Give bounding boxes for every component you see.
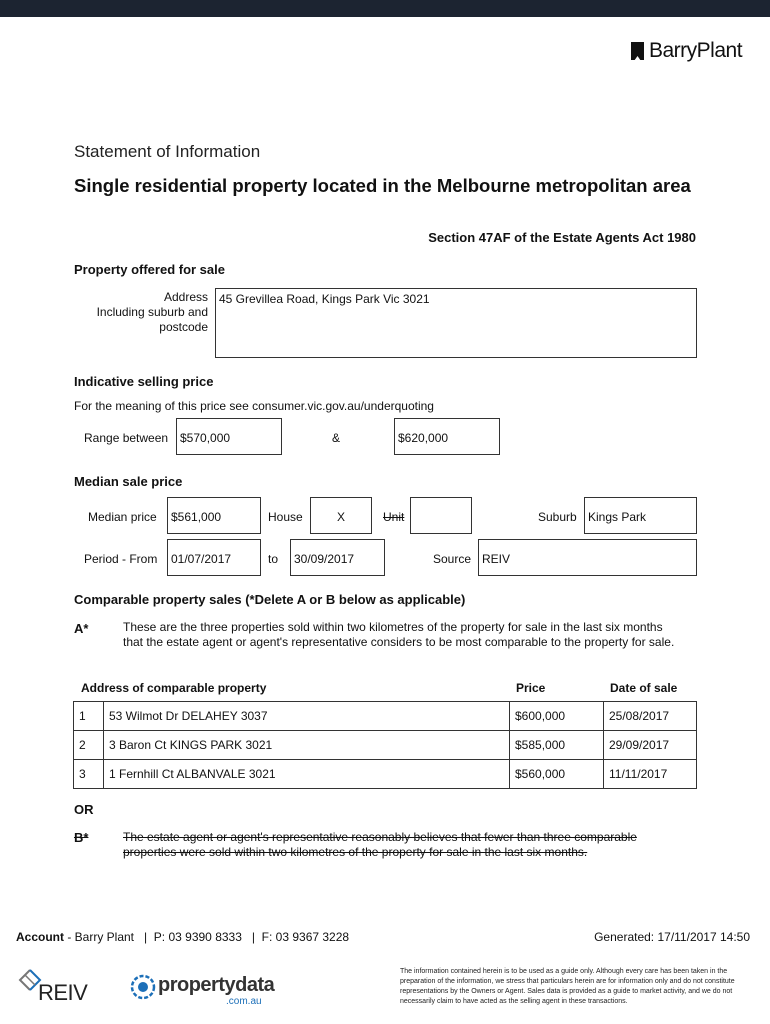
table-row [74, 731, 697, 760]
footer-account [16, 930, 349, 944]
row-date: 25/08/2017 [604, 702, 697, 731]
unit-field[interactable] [410, 497, 472, 534]
col-price-header: Price [516, 681, 546, 695]
median-price-label: Median price [88, 510, 157, 524]
period-to-field[interactable]: 30/09/2017 [290, 539, 385, 576]
top-bar [0, 0, 770, 17]
account-label: Account [16, 930, 64, 944]
price-low-field[interactable]: $570,000 [176, 418, 282, 455]
address-label-line: postcode [159, 320, 208, 334]
option-b-label: B* [74, 830, 89, 845]
brand-name: BarryPlant [649, 39, 743, 62]
barry-plant-logo-icon [631, 42, 644, 60]
period-to-label: to [268, 552, 279, 566]
median-price-field[interactable]: $561,000 [167, 497, 261, 534]
house-field[interactable]: X [310, 497, 372, 534]
source-field[interactable]: REIV [478, 539, 697, 576]
reiv-logo [16, 966, 96, 1006]
median-heading: Median sale price [74, 474, 183, 489]
propertydata-logo-domain: .com.au [226, 996, 262, 1007]
option-b-text: The estate agent or agent's representative reasonably believes that fewer than three comparable properties were sold within two kilometres of the property for sale in the last six months. [123, 830, 637, 859]
address-field[interactable]: 45 Grevillea Road, Kings Park Vic 3021 [215, 288, 697, 358]
unit-label: Unit [383, 510, 405, 524]
row-address: 53 Wilmot Dr DELAHEY 3037 [104, 702, 510, 731]
row-date: 29/09/2017 [604, 731, 697, 760]
row-address: 3 Baron Ct KINGS PARK 3021 [104, 731, 510, 760]
document-subtitle: Statement of Information [74, 142, 261, 161]
range-ampersand: & [332, 431, 341, 445]
suburb-label: Suburb [538, 510, 577, 524]
footer-disclaimer: The information contained herein is to be used as a guide only. Although every care has been taken in the preparation of the information, we stress that particulars herein are for information only and do not constitute representations by the Owners or Agent. Sales data is provided as a guide to market activity, and we do not necessarily claim to have acted as the selling agent in these transactions. [400, 968, 735, 1005]
comparable-sales-table [73, 701, 697, 789]
suburb-field[interactable]: Kings Park [584, 497, 697, 534]
price-high-field[interactable]: $620,000 [394, 418, 500, 455]
reiv-logo-text: REIV [38, 980, 88, 1005]
source-label: Source [433, 552, 472, 566]
address-label-line: Including suburb and [96, 305, 208, 319]
option-a-text: These are the three properties sold within two kilometres of the property for sale in the last six months that the estate agent or agent's representative considers to be most comparable to the property for sale. [123, 620, 675, 649]
comparable-heading: Comparable property sales (*Delete A or B below as applicable) [74, 592, 466, 607]
barry-plant-logo [631, 38, 742, 64]
row-date: 11/11/2017 [604, 760, 697, 789]
house-label: House [268, 510, 303, 524]
range-label: Range between [84, 431, 169, 445]
col-address-header: Address of comparable property [81, 681, 267, 695]
indicative-heading: Indicative selling price [74, 374, 214, 389]
option-a-label: A* [74, 621, 89, 636]
section-reference: Section 47AF of the Estate Agents Act 1980 [428, 230, 696, 245]
row-price: $560,000 [510, 760, 604, 789]
row-address: 1 Fernhill Ct ALBANVALE 3021 [104, 760, 510, 789]
row-price: $585,000 [510, 731, 604, 760]
document-title: Single residential property located in the Melbourne metropolitan area [74, 175, 691, 196]
row-number: 1 [74, 702, 104, 731]
propertydata-logo [130, 972, 275, 1007]
indicative-note: For the meaning of this price see consumer.vic.gov.au/underquoting [74, 399, 434, 413]
row-number: 2 [74, 731, 104, 760]
property-heading: Property offered for sale [74, 262, 225, 277]
period-label: Period - From [84, 552, 158, 566]
propertydata-logo-icon [130, 974, 156, 1000]
address-label-line: Address [163, 290, 208, 304]
table-row [74, 760, 697, 789]
propertydata-logo-text: propertydata [158, 974, 275, 996]
address-label [70, 290, 208, 335]
col-date-header: Date of sale [610, 681, 678, 695]
account-details: - Barry Plant | P: 03 9390 8333 | F: 03 9367 3228 [64, 930, 350, 944]
generated-timestamp: Generated: 17/11/2017 14:50 [594, 930, 750, 944]
period-from-field[interactable]: 01/07/2017 [167, 539, 261, 576]
row-price: $600,000 [510, 702, 604, 731]
row-number: 3 [74, 760, 104, 789]
table-row [74, 702, 697, 731]
or-label: OR [74, 802, 94, 817]
